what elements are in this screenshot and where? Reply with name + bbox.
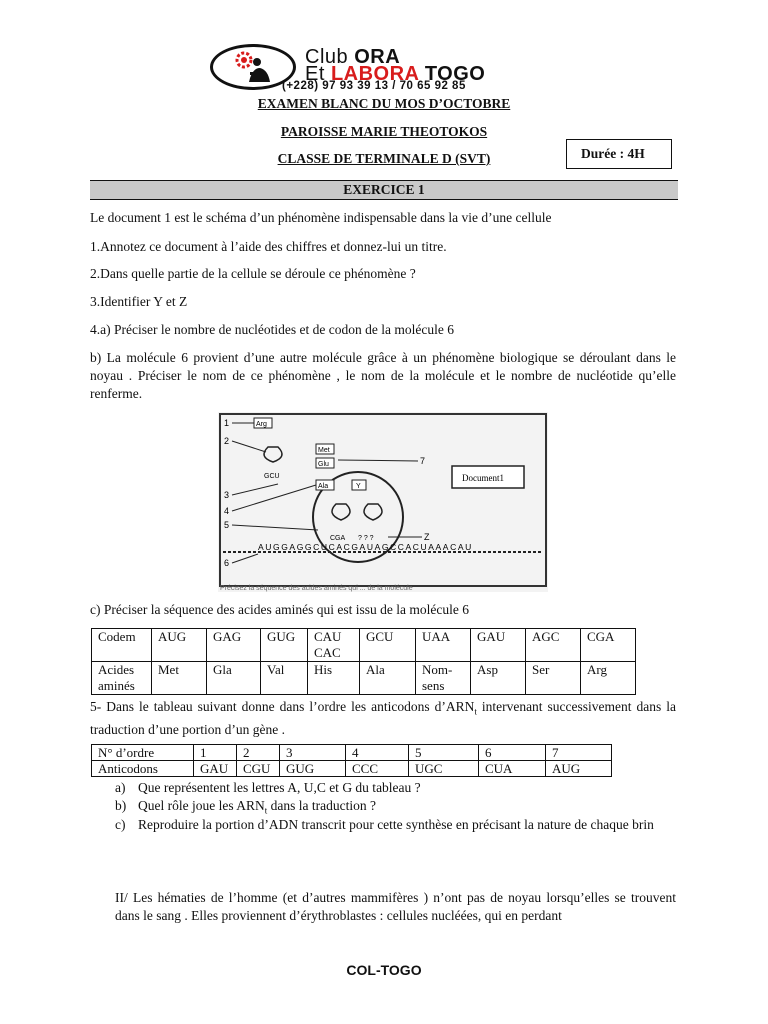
codon-cell: CGA (581, 629, 636, 662)
exam-title: EXAMEN BLANC DU MOS D’OCTOBRE (257, 96, 511, 111)
question-3: 3.Identifier Y et Z (90, 294, 188, 309)
codon-row (92, 629, 636, 662)
met-tag-text: Met (318, 447, 330, 454)
logo-line-1: Club ORA (305, 46, 401, 68)
logo-phone: (+228) 97 93 39 13 / 70 65 92 85 (282, 80, 466, 92)
arg-tag-text: Arg (256, 421, 267, 428)
amino-acid-cell: Nom- sens (416, 662, 471, 695)
codon-cell: CAU CAC (308, 629, 360, 662)
anticodon-cell: GUG (280, 761, 346, 777)
label-6: 6 (224, 558, 230, 568)
ala-tag-text: Ala (318, 483, 329, 490)
logo-line-2: Et LABORA TOGO (305, 63, 486, 85)
question-4a: 4.a) Préciser le nombre de nucléotides et de codon de la molécule 6 (90, 322, 454, 337)
question-5: 5- Dans le tableau suivant donne dans l’ordre les anticodons $d’ARN_t$ intervenant successivement dans la traduction d’une portion d’un gène . (90, 699, 676, 737)
label-2: 2 (224, 436, 230, 446)
order-cell: 6 (479, 745, 546, 761)
codon-cell: GAG (207, 629, 261, 662)
logo-gear-icon (230, 48, 276, 86)
order-row (92, 745, 612, 761)
part-2-text: II/ Les hématies de l’homme (et d’autres mammifères ) n’ont pas de noyau lorsqu’elles se trouvent dans le sang . Elles proviennent d’érythroblastes : cellules nucléées, qui en perdant (115, 890, 676, 923)
anticodon-cell: CUA (479, 761, 546, 777)
amino-acid-cell: Ser (526, 662, 581, 695)
order-cell: 2 (237, 745, 280, 761)
label-3: 3 (224, 490, 230, 500)
anticodon-row-header: Anticodons (92, 761, 194, 777)
anticodon-middle: CGA (330, 535, 346, 542)
codon-cell: UAA (416, 629, 471, 662)
amino-acid-cell: Met (152, 662, 207, 695)
codon-cell: GCU (360, 629, 416, 662)
y-tag-text: Y (356, 483, 361, 490)
anticodon-right: ? ? ? (358, 535, 374, 542)
anticodon-cell: UGC (409, 761, 479, 777)
amino-acid-cell: Gla (207, 662, 261, 695)
label-5: 5 (224, 520, 230, 530)
anticodon-row (92, 761, 612, 777)
footer: COL-TOGO (346, 962, 422, 978)
amino-acid-cell: Asp (471, 662, 526, 695)
question-4b: b) La molécule 6 provient d’une autre molécule grâce à un phénomène biologique se déroulant dans le noyau . Préciser le nom de ce phénomène , le nom de la molécule et le nombre de nucléotide qu’elle renferme. (90, 350, 676, 401)
codon-cell: AUG (152, 629, 207, 662)
class-title: CLASSE DE TERMINALE D (SVT) (277, 151, 491, 166)
anticodon-cell: CGU (237, 761, 280, 777)
label-1: 1 (224, 418, 230, 428)
order-cell: 4 (346, 745, 409, 761)
anticodon-cell: AUG (546, 761, 612, 777)
parish-title: PAROISSE MARIE THEOTOKOS (280, 124, 488, 139)
document-label: Document1 (462, 473, 504, 483)
label-4: 4 (224, 506, 230, 516)
amino-acid-cell: Ala (360, 662, 416, 695)
order-cell: 5 (409, 745, 479, 761)
order-cell: 1 (194, 745, 237, 761)
amino-acid-cell: Arg (581, 662, 636, 695)
anticodon-cell: GAU (194, 761, 237, 777)
codon-table (91, 628, 636, 695)
label-7: 7 (420, 456, 426, 466)
glu-tag-text: Glu (318, 461, 329, 468)
anticodon-cell: CCC (346, 761, 409, 777)
amino-acid-row (92, 662, 636, 695)
anticodon-table (91, 744, 612, 777)
duration-box: Durée : 4H (566, 139, 672, 169)
exercise-intro: Le document 1 est le schéma d’un phénomène indispensable dans la vie d’une cellule (90, 210, 552, 225)
order-cell: 7 (546, 745, 612, 761)
order-cell: 3 (280, 745, 346, 761)
amino-acid-cell: Val (261, 662, 308, 695)
exercise-1-header: EXERCICE 1 (90, 180, 678, 200)
codon-cell: GUG (261, 629, 308, 662)
codon-cell: GAU (471, 629, 526, 662)
question-1: 1.Annotez ce document à l’aide des chiffres et donnez-lui un titre. (90, 239, 447, 254)
label-z: Z (424, 532, 430, 542)
anticodon-left: GCU (264, 473, 280, 480)
amino-acid-cell: His (308, 662, 360, 695)
question-2: 2.Dans quelle partie de la cellule se déroule ce phénomène ? (90, 266, 416, 281)
diagram-background (218, 412, 548, 592)
figure-caption: Précisez la séquence des acides aminés qui ... de la molécule (220, 585, 413, 592)
codon-row-header: Codem (92, 629, 152, 662)
amino-acid-row-header: Acides aminés (92, 662, 152, 695)
order-row-header: N° d’ordre (92, 745, 194, 761)
question-4c: c) Préciser la séquence des acides aminés qui est issu de la molécule 6 (90, 602, 469, 617)
translation-diagram (218, 412, 548, 592)
codon-cell: AGC (526, 629, 581, 662)
mrna-strand: AUGGAGGCUCACGAUAGCCACUAAACAU (258, 542, 473, 552)
